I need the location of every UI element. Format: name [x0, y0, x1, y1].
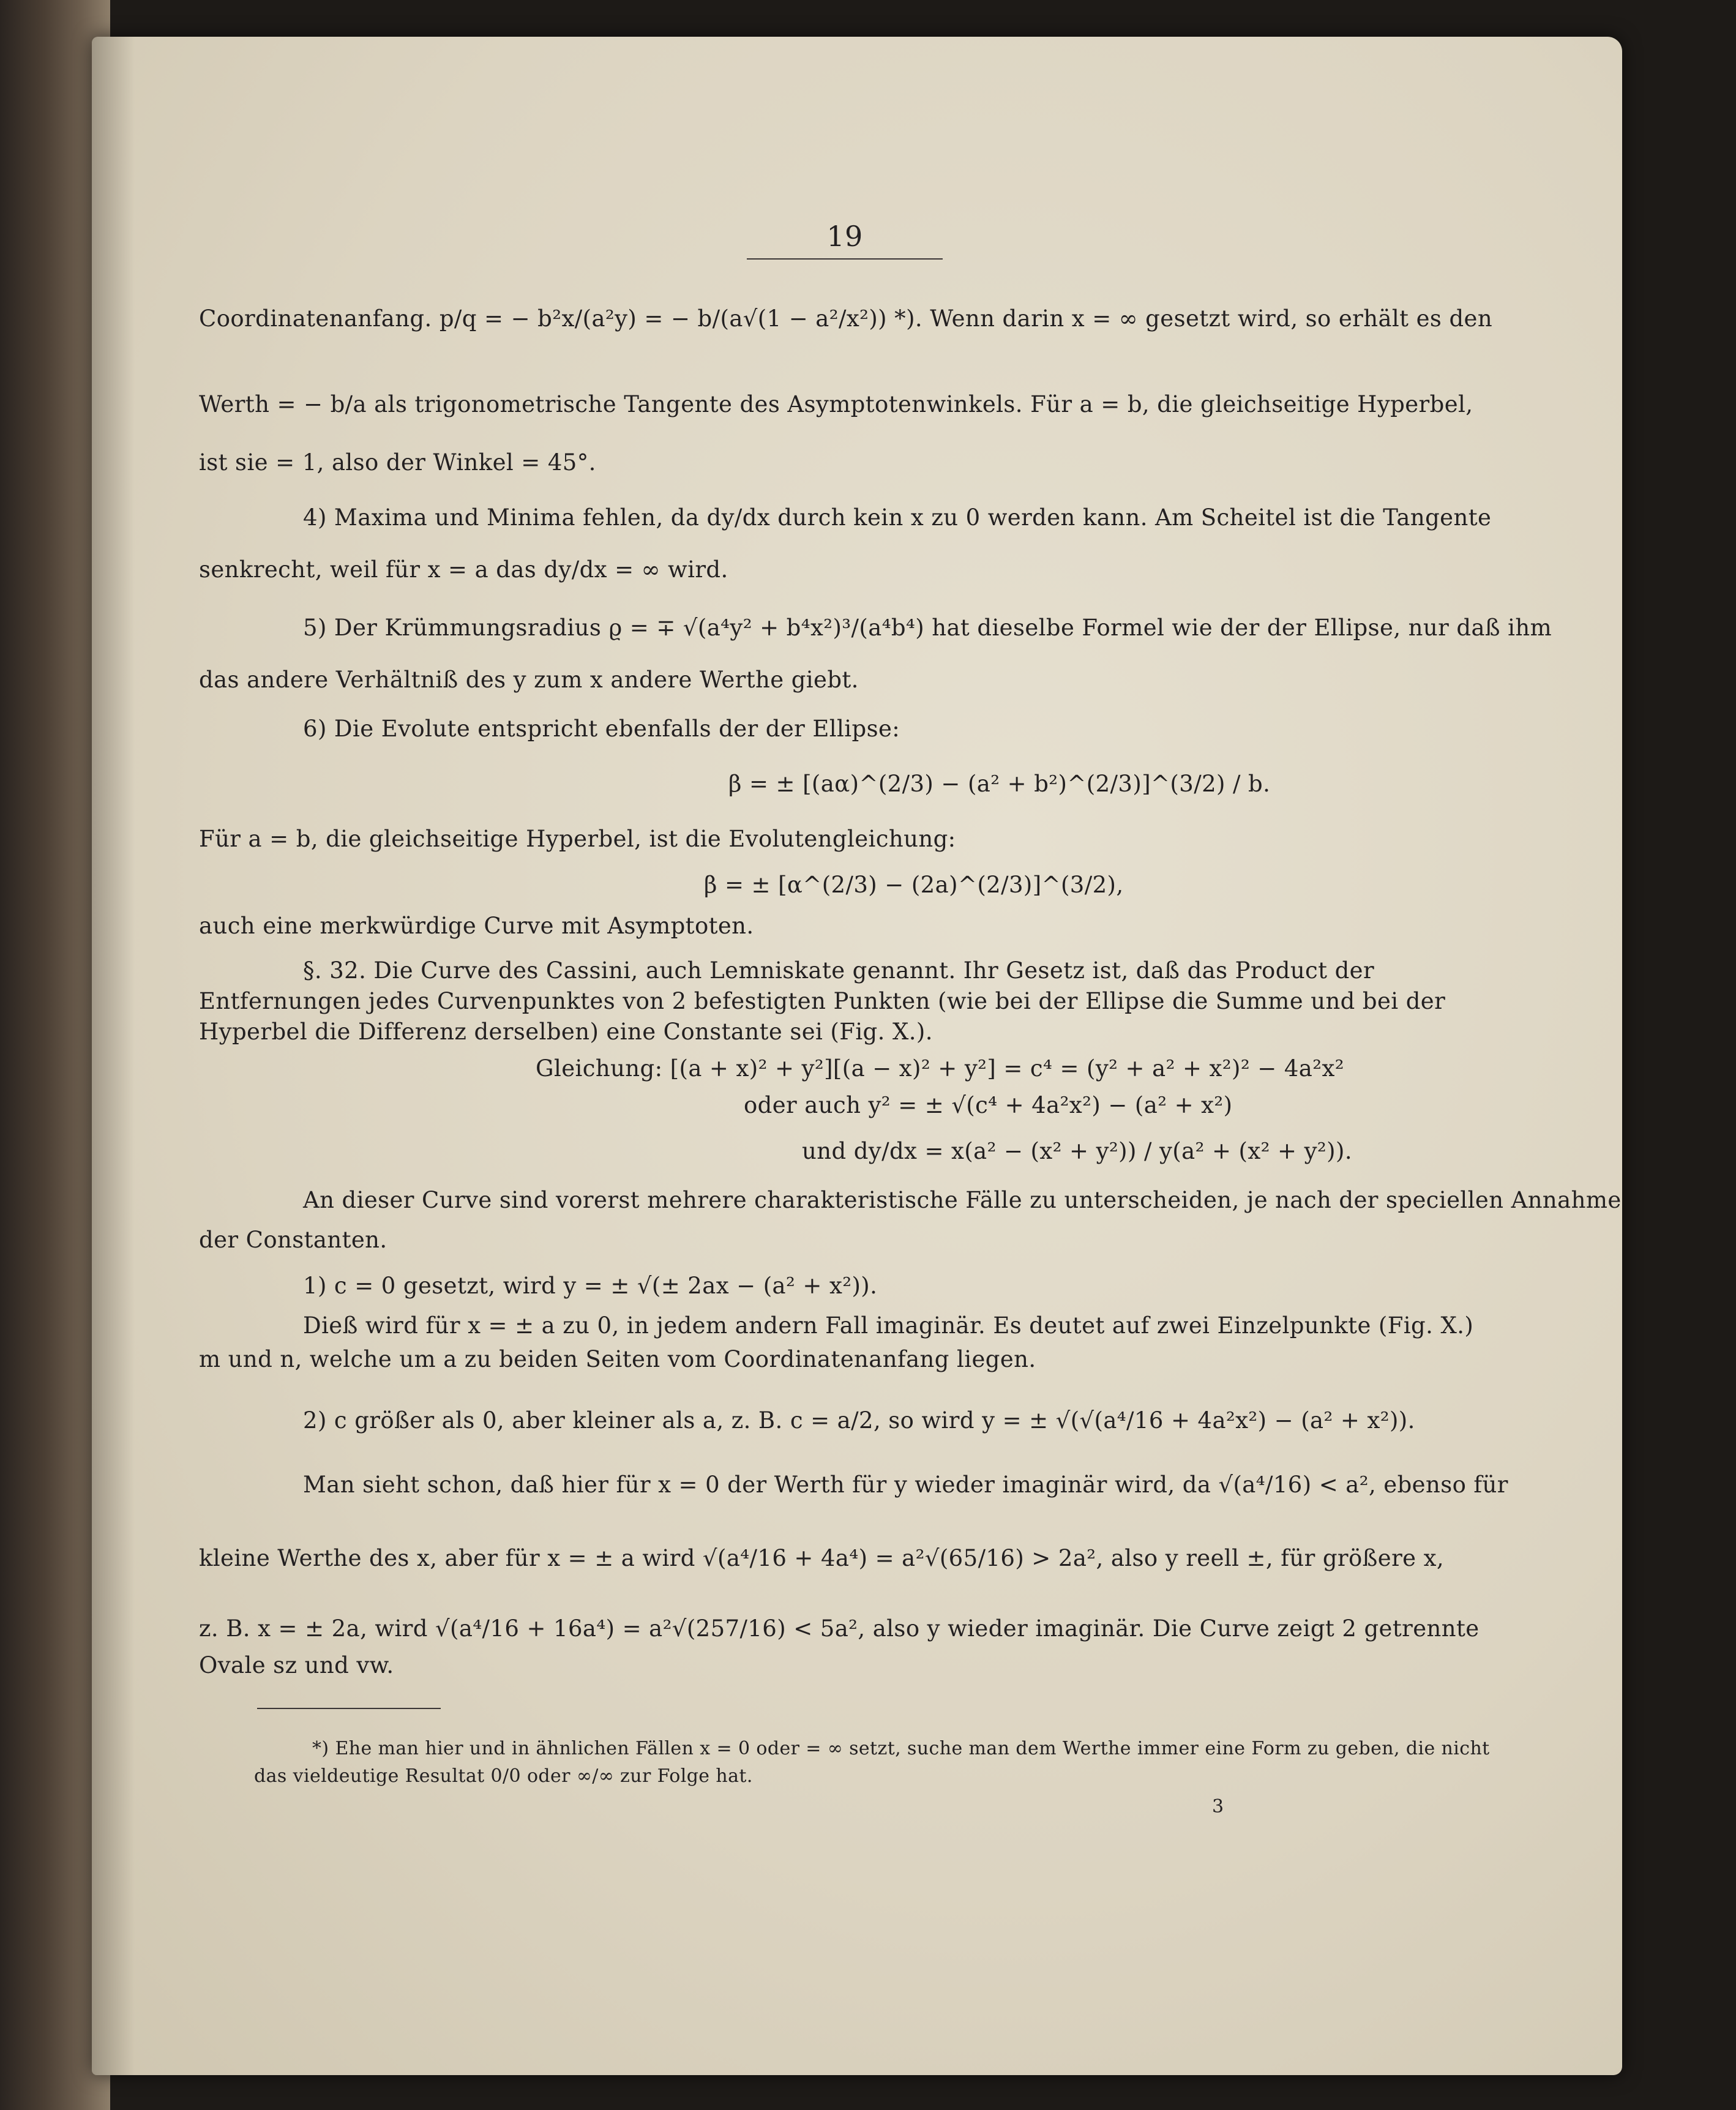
text-line-8: 6) Die Evolute entspricht ebenfalls der der Ellipse:: [303, 716, 900, 742]
book-page: [92, 37, 1622, 2075]
text-line-6: 5) Der Krümmungsradius ϱ = ∓ √(a⁴y² + b⁴x²)³/(a⁴b⁴) hat dieselbe Formel wie der der Ellipse, nur daß ihm: [303, 615, 1552, 641]
text-line-3: ist sie = 1, also der Winkel = 45°.: [199, 449, 596, 476]
text-line-14: Entfernungen jedes Curvenpunktes von 2 befestigten Punkten (wie bei der Ellipse die Summe und bei der: [199, 988, 1446, 1014]
case-1: 1) c = 0 gesetzt, wird y = ± √(± 2ax − (a² + x²)).: [303, 1273, 878, 1299]
footnote-line-1: *) Ehe man hier und in ähnlichen Fällen x = 0 oder = ∞ setzt, suche man dem Werthe immer eine Form zu geben, die nicht: [312, 1738, 1490, 1759]
text-line-2: Werth = − b/a als trigonometrische Tangente des Asymptotenwinkels. Für a = b, die gleichseitige Hyperbel,: [199, 391, 1473, 417]
text-line-28: Ovale sz und vw.: [199, 1652, 394, 1678]
text-line-23: m und n, welche um a zu beiden Seiten vom Coordinatenanfang liegen.: [199, 1346, 1036, 1372]
signature-mark: 3: [1212, 1796, 1224, 1817]
text-line-7: das andere Verhältniß des y zum x andere Werthe giebt.: [199, 667, 859, 693]
gutter-shadow: [92, 37, 135, 2075]
section-32-heading: §. 32. Die Curve des Cassini, auch Lemniskate genannt. Ihr Gesetz ist, daß das Product der: [303, 957, 1375, 984]
footnote-rule: [257, 1708, 441, 1709]
footnote-line-2: das vieldeutige Resultat 0/0 oder ∞/∞ zur Folge hat.: [254, 1765, 753, 1787]
case-2: 2) c größer als 0, aber kleiner als a, z. B. c = a/2, so wird y = ± √(√(a⁴/16 + 4a²x²) − (a² + x²)).: [303, 1407, 1415, 1434]
text-line-12: auch eine merkwürdige Curve mit Asymptoten.: [199, 913, 754, 939]
text-line-26: kleine Werthe des x, aber für x = ± a wird √(a⁴/16 + 4a⁴) = a²√(65/16) > 2a², also y reell ±, für größere x,: [199, 1545, 1445, 1571]
page-number: 19: [826, 220, 863, 253]
text-line-20: der Constanten.: [199, 1227, 387, 1253]
text-line-4: 4) Maxima und Minima fehlen, da dy/dx durch kein x zu 0 werden kann. Am Scheitel ist die Tangente: [303, 504, 1492, 531]
text-line-19: An dieser Curve sind vorerst mehrere charakteristische Fälle zu unterscheiden, je nach der speciellen Annahme: [303, 1187, 1622, 1213]
text-line-27: z. B. x = ± 2a, wird √(a⁴/16 + 16a⁴) = a²√(257/16) < 5a², also y wieder imaginär. Die Curve zeigt 2 getrennte: [199, 1615, 1480, 1642]
text-line-15: Hyperbel die Differenz derselben) eine Constante sei (Fig. X.).: [199, 1019, 933, 1045]
equation-cassini-derivative: und dy/dx = x(a² − (x² + y²)) / y(a² + (x² + y²)).: [802, 1138, 1352, 1164]
page-number-rule: [747, 258, 943, 260]
text-line-22: Dieß wird für x = ± a zu 0, in jedem andern Fall imaginär. Es deutet auf zwei Einzelpunkte (Fig. X.): [303, 1312, 1474, 1339]
equation-evolute: β = ± [(aα)^(2/3) − (a² + b²)^(2/3)]^(3/2) / b.: [728, 771, 1271, 797]
text-line-10: Für a = b, die gleichseitige Hyperbel, ist die Evolutengleichung:: [199, 826, 956, 852]
text-line-1: Coordinatenanfang. p/q = − b²x/(a²y) = − b/(a√(1 − a²/x²)) *). Wenn darin x = ∞ gesetzt wird, so erhält es den: [199, 305, 1493, 332]
equation-cassini-y: oder auch y² = ± √(c⁴ + 4a²x²) − (a² + x²): [744, 1092, 1233, 1118]
equation-cassini: Gleichung: [(a + x)² + y²][(a − x)² + y²] = c⁴ = (y² + a² + x²)² − 4a²x²: [536, 1055, 1344, 1082]
text-line-25: Man sieht schon, daß hier für x = 0 der Werth für y wieder imaginär wird, da √(a⁴/16) < a², ebenso für: [303, 1472, 1508, 1498]
equation-evolute-hyperbola: β = ± [α^(2/3) − (2a)^(2/3)]^(3/2),: [704, 872, 1124, 898]
text-line-5: senkrecht, weil für x = a das dy/dx = ∞ wird.: [199, 556, 728, 583]
